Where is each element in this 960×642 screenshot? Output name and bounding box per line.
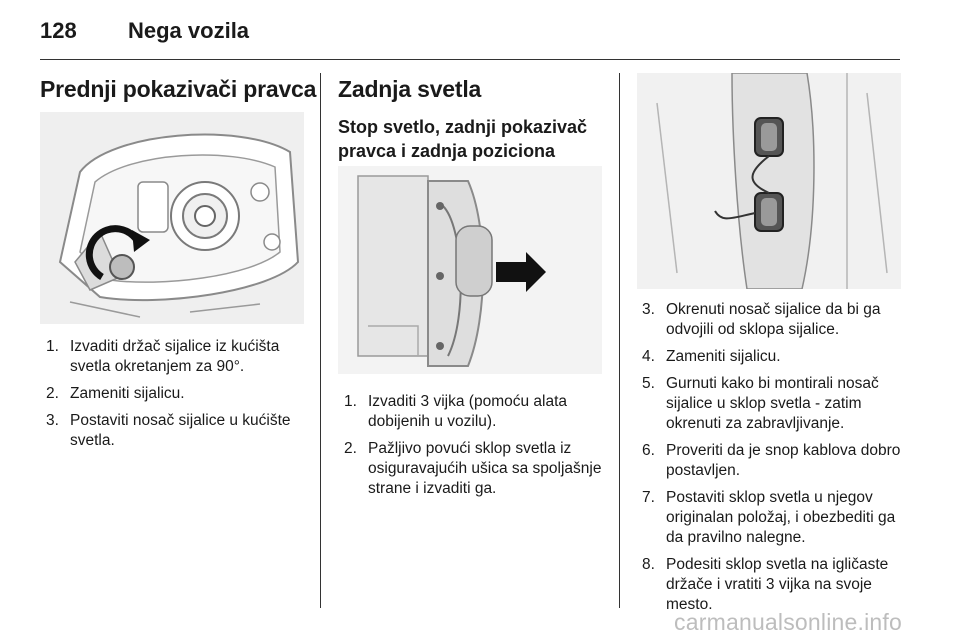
col3-steps bbox=[642, 300, 904, 622]
col1-steps bbox=[46, 337, 308, 458]
col1-heading: Prednji pokazivači pravca bbox=[40, 76, 317, 102]
list-item: 1. Izvaditi držač sijalice iz kućišta svetla okretanjem za 90°. bbox=[46, 338, 280, 375]
col2-subheading: Stop svetlo, zadnji pokazivač pravca i zadnja poziciona bbox=[338, 117, 588, 161]
taillamp-removal-illustration bbox=[338, 166, 602, 374]
list-item: 1. Izvaditi 3 vijka (pomoću alata dobijenih u vozilu). bbox=[344, 393, 568, 430]
page-header bbox=[40, 18, 249, 48]
list-item: 3. Postaviti nosač sijalice u kućište svetla. bbox=[46, 412, 291, 449]
bulb-holder-drawing bbox=[637, 73, 901, 289]
list-item: 7. Postaviti sklop svetla u njegov originalan položaj, i obezbediti ga da pravilno nalegne. bbox=[642, 489, 896, 546]
column-divider-2 bbox=[619, 73, 620, 608]
headlamp-illustration bbox=[40, 112, 304, 324]
column-divider-1 bbox=[320, 73, 321, 608]
taillamp-drawing bbox=[338, 166, 602, 374]
header-rule bbox=[40, 59, 900, 60]
page-number: 128 bbox=[40, 18, 77, 43]
headlamp-drawing bbox=[40, 112, 304, 324]
list-item: 8. Podesiti sklop svetla na igličaste držače i vratiti 3 vijka na svoje mesto. bbox=[642, 556, 889, 613]
list-item: 5. Gurnuti kako bi montirali nosač sijalice u sklop svetla - zatim okrenuti za zabravljivanje. bbox=[642, 375, 879, 432]
section-title: Nega vozila bbox=[128, 18, 250, 43]
list-item: 4. Zameniti sijalicu. bbox=[642, 348, 781, 365]
bulb-holder-illustration bbox=[637, 73, 901, 289]
list-item: 6. Proveriti da je snop kablova dobro postavljen. bbox=[642, 442, 901, 479]
list-item: 2. Zameniti sijalicu. bbox=[46, 385, 185, 402]
watermark: carmanualsonline.info bbox=[674, 609, 902, 635]
list-item: 3. Okrenuti nosač sijalice da bi ga odvojili od sklopa sijalice. bbox=[642, 301, 881, 338]
col2-steps bbox=[344, 392, 608, 506]
list-item: 2. Pažljivo povući sklop svetla iz osiguravajućih ušica sa spoljašnje strane i izvaditi ga. bbox=[344, 440, 602, 497]
col2-heading: Zadnja svetla bbox=[338, 76, 482, 102]
